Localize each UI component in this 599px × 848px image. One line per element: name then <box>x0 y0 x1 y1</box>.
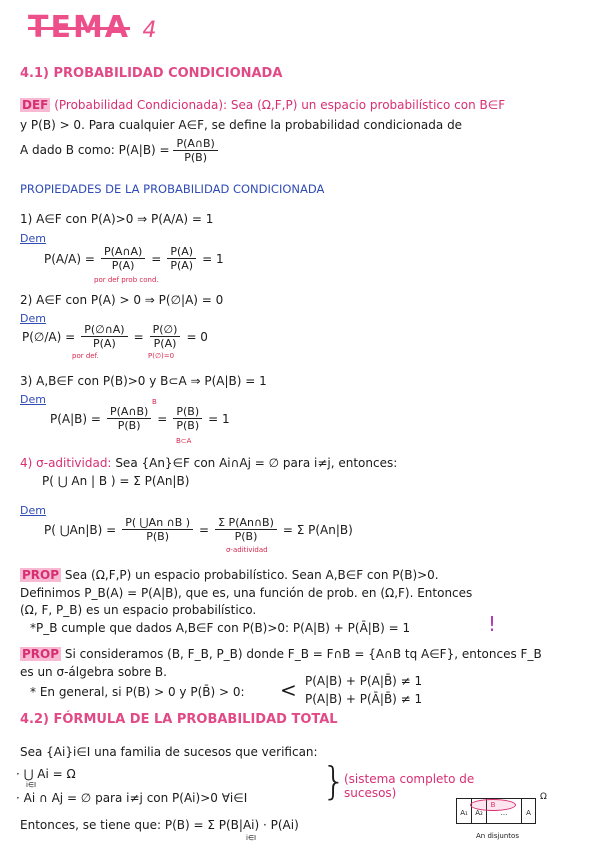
p1-eq: = <box>151 251 162 266</box>
p3-note: B⊂A <box>176 437 192 445</box>
section-heading-4-1: 4.1) PROBABILIDAD CONDICIONADA <box>20 66 283 81</box>
prop1-line-3: (Ω, F, P_B) es un espacio probabilístico. <box>20 603 257 617</box>
p3-d1: P(B) <box>117 419 141 432</box>
prop1-line-1 <box>20 568 439 582</box>
p3-frac-2 <box>173 405 202 432</box>
def-denominator: P(B) <box>184 151 207 164</box>
property-3-statement: 3) A,B∈F con P(B)>0 y B⊂A ⇒ P(A|B) = 1 <box>20 374 267 388</box>
p3-n1: P(A∩B) <box>107 405 151 419</box>
p4-text: Sea {An}∈F con Ai∩Aj = ∅ para i≠j, entonces: <box>115 456 398 470</box>
prop2-line-2: es un σ-álgebra sobre B. <box>20 665 167 679</box>
property-2-statement: 2) A∈F con P(A) > 0 ⇒ P(∅|A) = 0 <box>20 293 224 307</box>
p1-frac-2 <box>167 245 196 272</box>
prop1-tag: PROP <box>22 568 60 582</box>
p2-d2: P(A) <box>153 337 177 350</box>
title-word: TEMA <box>28 10 131 45</box>
p4-label: 4) σ-aditividad: <box>20 456 112 470</box>
def-numerator: P(A∩B) <box>173 137 217 151</box>
property-1-dem: Dem <box>20 232 46 245</box>
p2-lhs: P(∅/A) = <box>22 329 76 344</box>
exclamation-mark: ! <box>488 612 497 636</box>
p4-frac-1 <box>122 516 193 543</box>
p4-n1: P( ⋃An ∩B ) <box>122 516 193 530</box>
prop1-text-1: Sea (Ω,F,P) un espacio probabilístico. Sean A,B∈F con P(B)>0. <box>64 568 439 582</box>
p2-note-1: por def. <box>72 352 99 360</box>
p2-eq: = <box>133 329 144 344</box>
p2-n2: P(∅) <box>150 323 181 337</box>
prop2-line-3: * En general, si P(B) > 0 y P(B̄) > 0: <box>30 685 245 699</box>
p2-n1: P(∅∩A) <box>81 323 127 337</box>
p1-lhs: P(A/A) = <box>44 251 95 266</box>
diagram-caption: An disjuntos <box>476 832 519 840</box>
partition-cell-1: A₁ <box>457 799 472 823</box>
p4-lhs: P( ⋃An|B) = <box>44 522 117 537</box>
property-1-statement: 1) A∈F con P(A)>0 ⇒ P(A/A) = 1 <box>20 212 214 226</box>
prop2-option-1: P(A|B) + P(A|B̄) ≠ 1 <box>305 674 423 688</box>
p1-note: por def prob cond. <box>94 276 159 284</box>
prop1-line-4: *P_B cumple que dados A,B∈F con P(B)>0: P(A|B) + P(Ā|B) = 1 <box>30 621 411 635</box>
p4-n2: Σ P(An∩B) <box>215 516 277 530</box>
definition-line-1 <box>20 98 505 112</box>
omega-label: Ω <box>540 792 547 802</box>
prop2-option-2: P(A|B) + P(Ā|B̄) ≠ 1 <box>305 692 423 706</box>
event-b-ellipse: B <box>470 799 516 811</box>
prop1-line-2: Definimos P_B(A) = P(A|B), que es, una función de prob. en (Ω,F). Entonces <box>20 586 473 600</box>
property-4-proof <box>44 516 353 543</box>
choice-bracket: < <box>280 678 297 702</box>
property-4-dem: Dem <box>20 504 46 517</box>
def-fraction <box>173 137 217 164</box>
p3-d2: P(B) <box>176 419 200 432</box>
p4-eq: = <box>199 522 210 537</box>
p1-d1: P(A) <box>111 259 135 272</box>
def-tag: DEF <box>22 98 49 112</box>
p3-eq: = <box>157 411 168 426</box>
p2-res: = 0 <box>186 329 208 344</box>
total-condition-1: · ⋃ Ai = Ω <box>16 767 76 781</box>
p4-res: = Σ P(An|B) <box>282 522 353 537</box>
def-text-3: A dado B como: P(A|B) = <box>20 143 170 157</box>
p2-note-2: P(∅)=0 <box>148 352 175 360</box>
property-3-dem: Dem <box>20 393 46 406</box>
property-3-proof <box>50 405 230 432</box>
p3-n2: P(B) <box>173 405 202 419</box>
definition-line-2: y P(B) > 0. Para cualquier A∈F, se define la probabilidad condicionada de <box>20 118 463 132</box>
total-condition-2: · Ai ∩ Aj = ∅ para i≠j con P(Ai)>0 ∀i∈I <box>16 791 248 805</box>
p4-formula: P( ⋃ An | B ) = Σ P(An|B) <box>42 474 190 488</box>
partition-cell-2: A₂ <box>472 799 487 823</box>
prop2-tag: PROP <box>22 647 60 661</box>
prop2-text-1: Si consideramos (B, F_B, P_B) donde F_B = F∩B = {A∩B tq A∈F}, entonces F_B <box>64 647 542 661</box>
prop2-line-1 <box>20 647 542 661</box>
definition-line-3 <box>20 137 218 164</box>
p4-d1: P(B) <box>146 530 170 543</box>
property-1-proof <box>44 245 224 272</box>
p3-res: = 1 <box>208 411 230 426</box>
p2-d1: P(A) <box>93 337 116 350</box>
p1-n2: P(A) <box>167 245 196 259</box>
total-result-sub: i∈I <box>246 834 257 842</box>
partition-diagram <box>456 798 536 824</box>
total-intro: Sea {Ai}i∈I una familia de sucesos que verifican: <box>20 745 318 759</box>
total-result: Entonces, se tiene que: P(B) = Σ P(B|Ai) · P(Ai) <box>20 818 299 832</box>
p1-d2: P(A) <box>170 259 194 272</box>
property-2-dem: Dem <box>20 312 46 325</box>
partition-cell-3: ... <box>487 799 522 823</box>
p4-d2: P(B) <box>234 530 258 543</box>
title-number: 4 <box>142 18 159 43</box>
p1-frac-1 <box>101 245 145 272</box>
p2-frac-2 <box>150 323 181 350</box>
p4-frac-2 <box>215 516 277 543</box>
section-heading-4-2: 4.2) FÓRMULA DE LA PROBABILIDAD TOTAL <box>20 712 338 727</box>
page-title <box>28 10 158 45</box>
p3-frac-1 <box>107 405 151 432</box>
p3-overmark: B <box>152 398 157 406</box>
property-2-proof <box>22 323 208 350</box>
brace: } <box>322 759 347 803</box>
properties-heading: PROPIEDADES DE LA PROBABILIDAD CONDICIONADA <box>20 182 325 196</box>
p1-res: = 1 <box>202 251 224 266</box>
p3-lhs: P(A|B) = <box>50 411 101 426</box>
partition-cell-4: A <box>526 809 531 817</box>
total-condition-1-sub: i∈I <box>26 781 37 789</box>
property-4-statement <box>20 456 397 470</box>
def-text-1: (Probabilidad Condicionada): Sea (Ω,F,P) un espacio probabilístico con B∈F <box>54 98 506 112</box>
total-note: (sistema completo de sucesos) <box>344 772 475 800</box>
p4-note: σ-aditividad <box>226 546 268 554</box>
p2-frac-1 <box>81 323 127 350</box>
p1-n1: P(A∩A) <box>101 245 145 259</box>
